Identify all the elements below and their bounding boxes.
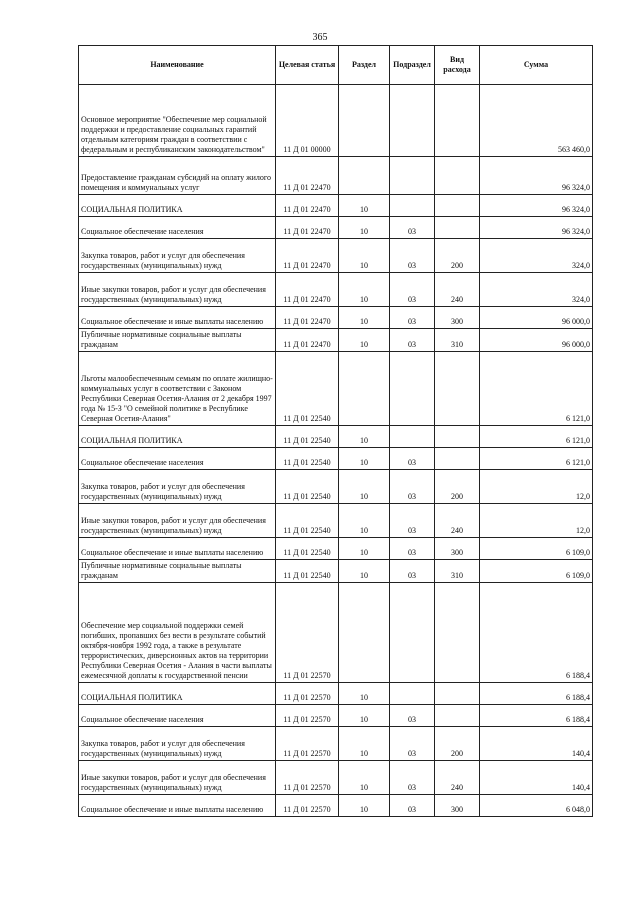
- row-code: 11 Д 01 22470: [276, 307, 339, 329]
- row-name: Обеспечение мер социальной поддержки семей погибших, пропавших без вести в результате событий октября-ноября 1992 года, а также в результате террористических, диверсионных актов на территории Республики Северная Осетия - Алания в части выплаты ежемесячной доплаты к государственной пенсии: [79, 583, 276, 683]
- row-section: 10: [339, 560, 390, 583]
- row-sum: 96 000,0: [480, 307, 593, 329]
- row-expense-type: [435, 583, 480, 683]
- row-subsection: 03: [390, 273, 435, 307]
- row-expense-type: 240: [435, 761, 480, 795]
- header-code: Целевая статья: [276, 46, 339, 85]
- row-sum: 6 121,0: [480, 448, 593, 470]
- row-expense-type: 200: [435, 239, 480, 273]
- row-name: Иные закупки товаров, работ и услуг для обеспечения государственных (муниципальных) нужд: [79, 273, 276, 307]
- row-name: Иные закупки товаров, работ и услуг для обеспечения государственных (муниципальных) нужд: [79, 761, 276, 795]
- row-name: Закупка товаров, работ и услуг для обеспечения государственных (муниципальных) нужд: [79, 470, 276, 504]
- row-expense-type: 240: [435, 273, 480, 307]
- row-sum: 6 188,4: [480, 705, 593, 727]
- row-code: 11 Д 01 22570: [276, 795, 339, 817]
- row-expense-type: [435, 195, 480, 217]
- row-sum: 6 109,0: [480, 560, 593, 583]
- row-section: 10: [339, 705, 390, 727]
- row-name: Публичные нормативные социальные выплаты гражданам: [79, 560, 276, 583]
- row-expense-type: 300: [435, 795, 480, 817]
- row-subsection: 03: [390, 504, 435, 538]
- header-name: Наименование: [79, 46, 276, 85]
- row-expense-type: [435, 157, 480, 195]
- table-body: [79, 85, 593, 817]
- row-name: Социальное обеспечение и иные выплаты населению: [79, 538, 276, 560]
- row-subsection: 03: [390, 470, 435, 504]
- row-code: 11 Д 01 22540: [276, 504, 339, 538]
- row-sum: 6 109,0: [480, 538, 593, 560]
- row-code: 11 Д 01 00000: [276, 85, 339, 157]
- row-code: 11 Д 01 22540: [276, 538, 339, 560]
- row-code: 11 Д 01 22540: [276, 560, 339, 583]
- row-expense-type: 200: [435, 470, 480, 504]
- table-row: [79, 470, 593, 504]
- row-section: 10: [339, 239, 390, 273]
- row-sum: 12,0: [480, 470, 593, 504]
- row-section: 10: [339, 538, 390, 560]
- row-expense-type: [435, 683, 480, 705]
- row-code: 11 Д 01 22540: [276, 470, 339, 504]
- row-code: 11 Д 01 22470: [276, 195, 339, 217]
- row-section: [339, 157, 390, 195]
- row-subsection: [390, 195, 435, 217]
- table-row: [79, 157, 593, 195]
- table-row: [79, 795, 593, 817]
- row-sum: 96 324,0: [480, 157, 593, 195]
- row-subsection: 03: [390, 538, 435, 560]
- row-name: Предоставление гражданам субсидий на оплату жилого помещения и коммунальных услуг: [79, 157, 276, 195]
- table-row: [79, 761, 593, 795]
- row-expense-type: 310: [435, 329, 480, 352]
- row-expense-type: 240: [435, 504, 480, 538]
- row-name: СОЦИАЛЬНАЯ ПОЛИТИКА: [79, 426, 276, 448]
- row-subsection: 03: [390, 329, 435, 352]
- table-row: [79, 273, 593, 307]
- row-code: 11 Д 01 22470: [276, 329, 339, 352]
- table-row: [79, 195, 593, 217]
- budget-table: [78, 45, 593, 817]
- row-subsection: [390, 683, 435, 705]
- table-row: [79, 583, 593, 683]
- header-section: Раздел: [339, 46, 390, 85]
- row-expense-type: [435, 448, 480, 470]
- row-code: 11 Д 01 22540: [276, 426, 339, 448]
- row-expense-type: 300: [435, 307, 480, 329]
- row-sum: 6 188,4: [480, 683, 593, 705]
- row-name: Иные закупки товаров, работ и услуг для обеспечения государственных (муниципальных) нужд: [79, 504, 276, 538]
- table-row: [79, 329, 593, 352]
- row-section: 10: [339, 761, 390, 795]
- row-name: Закупка товаров, работ и услуг для обеспечения государственных (муниципальных) нужд: [79, 239, 276, 273]
- table-row: [79, 85, 593, 157]
- row-section: 10: [339, 504, 390, 538]
- row-sum: 96 324,0: [480, 195, 593, 217]
- row-section: [339, 583, 390, 683]
- table-row: [79, 560, 593, 583]
- row-name: Социальное обеспечение населения: [79, 448, 276, 470]
- row-name: Социальное обеспечение населения: [79, 217, 276, 239]
- header-subsection: Подраздел: [390, 46, 435, 85]
- table-row: [79, 426, 593, 448]
- row-sum: 12,0: [480, 504, 593, 538]
- row-sum: 6 188,4: [480, 583, 593, 683]
- row-section: 10: [339, 329, 390, 352]
- row-expense-type: [435, 426, 480, 448]
- row-expense-type: [435, 352, 480, 426]
- row-subsection: [390, 157, 435, 195]
- table-row: [79, 352, 593, 426]
- row-sum: 324,0: [480, 239, 593, 273]
- row-sum: 6 121,0: [480, 352, 593, 426]
- row-section: 10: [339, 683, 390, 705]
- row-subsection: [390, 583, 435, 683]
- row-name: Социальное обеспечение населения: [79, 705, 276, 727]
- row-code: 11 Д 01 22470: [276, 239, 339, 273]
- header-sum: Сумма: [480, 46, 593, 85]
- row-name: Закупка товаров, работ и услуг для обеспечения государственных (муниципальных) нужд: [79, 727, 276, 761]
- row-expense-type: 200: [435, 727, 480, 761]
- table-row: [79, 727, 593, 761]
- row-code: 11 Д 01 22540: [276, 448, 339, 470]
- row-subsection: [390, 426, 435, 448]
- row-name: Льготы малообеспеченным семьям по оплате жилищно-коммунальных услуг в соответствии с Законом Республики Северная Осетия-Алания от 2 декабря 1997 года № 15-З "О семейной политике в Республике Северная Осетия-Алания": [79, 352, 276, 426]
- row-section: 10: [339, 470, 390, 504]
- row-expense-type: [435, 85, 480, 157]
- row-section: [339, 352, 390, 426]
- row-subsection: 03: [390, 448, 435, 470]
- page-number: 365: [312, 32, 328, 43]
- row-section: 10: [339, 217, 390, 239]
- row-code: 11 Д 01 22470: [276, 217, 339, 239]
- row-sum: 563 460,0: [480, 85, 593, 157]
- row-expense-type: [435, 705, 480, 727]
- row-sum: 6 048,0: [480, 795, 593, 817]
- header-expense-type: Вид расхода: [435, 46, 480, 85]
- row-expense-type: 310: [435, 560, 480, 583]
- row-name: Социальное обеспечение и иные выплаты населению: [79, 795, 276, 817]
- row-sum: 140,4: [480, 727, 593, 761]
- row-code: 11 Д 01 22570: [276, 683, 339, 705]
- row-subsection: [390, 85, 435, 157]
- row-section: 10: [339, 273, 390, 307]
- row-subsection: 03: [390, 761, 435, 795]
- row-subsection: 03: [390, 239, 435, 273]
- row-name: Социальное обеспечение и иные выплаты населению: [79, 307, 276, 329]
- row-subsection: [390, 352, 435, 426]
- row-subsection: 03: [390, 217, 435, 239]
- row-sum: 140,4: [480, 761, 593, 795]
- row-section: 10: [339, 448, 390, 470]
- row-expense-type: [435, 217, 480, 239]
- table-row: [79, 683, 593, 705]
- table-row: [79, 705, 593, 727]
- row-section: [339, 85, 390, 157]
- row-subsection: 03: [390, 705, 435, 727]
- table-row: [79, 307, 593, 329]
- row-code: 11 Д 01 22570: [276, 705, 339, 727]
- table-row: [79, 448, 593, 470]
- row-section: 10: [339, 426, 390, 448]
- table-row: [79, 538, 593, 560]
- table-row: [79, 239, 593, 273]
- row-sum: 324,0: [480, 273, 593, 307]
- row-section: 10: [339, 727, 390, 761]
- table-row: [79, 217, 593, 239]
- row-name: СОЦИАЛЬНАЯ ПОЛИТИКА: [79, 683, 276, 705]
- row-subsection: 03: [390, 727, 435, 761]
- row-section: 10: [339, 795, 390, 817]
- row-sum: 6 121,0: [480, 426, 593, 448]
- row-code: 11 Д 01 22570: [276, 727, 339, 761]
- row-code: 11 Д 01 22570: [276, 761, 339, 795]
- row-subsection: 03: [390, 560, 435, 583]
- row-code: 11 Д 01 22470: [276, 273, 339, 307]
- row-sum: 96 324,0: [480, 217, 593, 239]
- row-section: 10: [339, 195, 390, 217]
- row-name: Основное мероприятие "Обеспечение мер социальной поддержки и предоставление социальных гарантий отдельным категориям граждан в соответствии с федеральным и республиканским законодательством": [79, 85, 276, 157]
- row-expense-type: 300: [435, 538, 480, 560]
- row-section: 10: [339, 307, 390, 329]
- row-sum: 96 000,0: [480, 329, 593, 352]
- row-subsection: 03: [390, 307, 435, 329]
- row-code: 11 Д 01 22570: [276, 583, 339, 683]
- row-name: Публичные нормативные социальные выплаты гражданам: [79, 329, 276, 352]
- row-subsection: 03: [390, 795, 435, 817]
- table-header-row: [79, 46, 593, 85]
- row-name: СОЦИАЛЬНАЯ ПОЛИТИКА: [79, 195, 276, 217]
- row-code: 11 Д 01 22470: [276, 157, 339, 195]
- table-row: [79, 504, 593, 538]
- row-code: 11 Д 01 22540: [276, 352, 339, 426]
